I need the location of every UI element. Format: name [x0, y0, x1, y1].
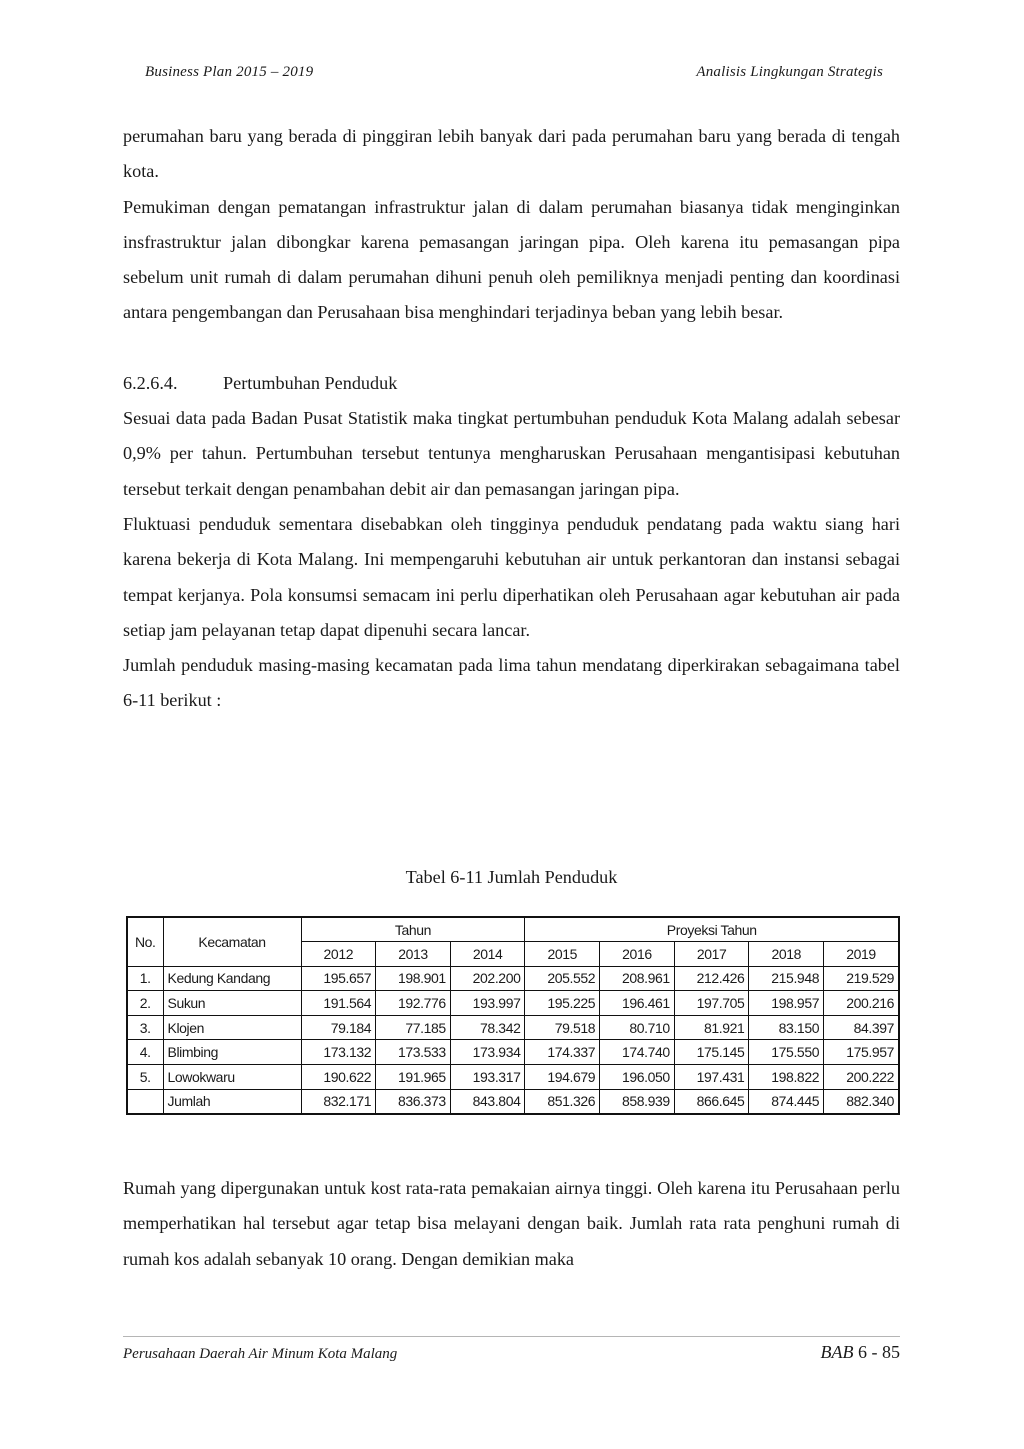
- page-number: [821, 1342, 901, 1363]
- table-body: [127, 966, 899, 1114]
- population-value: 200.222: [824, 1065, 899, 1090]
- population-value: 198.901: [376, 966, 451, 991]
- year-header: 2018: [749, 942, 824, 967]
- paragraph-gap: [123, 331, 900, 366]
- population-value: 191.965: [376, 1065, 451, 1090]
- population-value: 836.373: [376, 1089, 451, 1114]
- row-number: 1.: [127, 966, 163, 991]
- population-value: 202.200: [450, 966, 525, 991]
- population-value: 80.710: [600, 1015, 675, 1040]
- population-value: 84.397: [824, 1015, 899, 1040]
- population-value: 196.461: [600, 991, 675, 1016]
- population-value: 208.961: [600, 966, 675, 991]
- table-row: [127, 991, 899, 1016]
- population-value: 212.426: [674, 966, 749, 991]
- section-number: 6.2.6.4.: [123, 372, 178, 393]
- population-value: 205.552: [525, 966, 600, 991]
- page-number-value: 6 - 85: [858, 1342, 900, 1362]
- population-value: 78.342: [450, 1015, 525, 1040]
- header-kecamatan: Kecamatan: [163, 917, 301, 966]
- population-value: 219.529: [824, 966, 899, 991]
- population-value: 173.934: [450, 1040, 525, 1065]
- population-value: 215.948: [749, 966, 824, 991]
- population-value: 79.518: [525, 1015, 600, 1040]
- body-text-after-table: [123, 1171, 900, 1277]
- paragraph: Sesuai data pada Badan Pusat Statistik maka tingkat pertumbuhan penduduk Kota Malang adalah sebesar 0,9% per tahun. Pertumbuhan tersebut tentunya mengharuskan Perusahaan mengantisipasi kebutuhan tersebut terkait dengan penambahan debit air dan pemasangan jaringan pipa.: [123, 408, 900, 499]
- section-heading: [123, 366, 900, 401]
- population-value: 77.185: [376, 1015, 451, 1040]
- population-value: 174.337: [525, 1040, 600, 1065]
- population-value: 193.317: [450, 1065, 525, 1090]
- paragraph: perumahan baru yang berada di pinggiran lebih banyak dari pada perumahan baru yang berada di tengah kota.: [123, 126, 900, 182]
- paragraph: Pemukiman dengan pematangan infrastruktur jalan di dalam perumahan biasanya tidak menginginkan insfrastruktur jalan dibongkar karena pemasangan jaringan pipa. Oleh karena itu pemasangan pipa sebelum unit rumah di dalam perumahan dihuni penuh oleh pemiliknya menjadi penting dan koordinasi antara pengembangan dan Perusahaan bisa menghindari terjadinya beban yang lebih besar.: [123, 196, 900, 323]
- table-caption: Tabel 6-11 Jumlah Penduduk: [405, 867, 618, 887]
- table-header-row: [127, 917, 899, 942]
- year-header: 2015: [525, 942, 600, 967]
- header-proyeksi-tahun: Proyeksi Tahun: [525, 917, 899, 942]
- population-value: 200.216: [824, 991, 899, 1016]
- population-value: 193.997: [450, 991, 525, 1016]
- header-no: No.: [127, 917, 163, 966]
- paragraph: Jumlah penduduk masing-masing kecamatan pada lima tahun mendatang diperkirakan sebagaimana tabel 6-11 berikut :: [123, 655, 900, 711]
- section-title: Pertumbuhan Penduduk: [223, 372, 398, 393]
- population-value: 81.921: [674, 1015, 749, 1040]
- population-value: 882.340: [824, 1089, 899, 1114]
- year-header: 2016: [600, 942, 675, 967]
- population-value: 866.645: [674, 1089, 749, 1114]
- footer-organization: Perusahaan Daerah Air Minum Kota Malang: [123, 1346, 398, 1362]
- population-value: 191.564: [301, 991, 376, 1016]
- kecamatan-name: Lowokwaru: [163, 1065, 301, 1090]
- body-text: [123, 119, 900, 719]
- population-value: 198.822: [749, 1065, 824, 1090]
- population-value: 851.326: [525, 1089, 600, 1114]
- running-header: [145, 64, 883, 81]
- population-value: 175.145: [674, 1040, 749, 1065]
- population-value: 192.776: [376, 991, 451, 1016]
- year-header: 2013: [376, 942, 451, 967]
- row-number: 3.: [127, 1015, 163, 1040]
- kecamatan-name: Blimbing: [163, 1040, 301, 1065]
- population-value: 197.431: [674, 1065, 749, 1090]
- table-row: [127, 966, 899, 991]
- year-header: 2019: [824, 942, 899, 967]
- population-value: 196.050: [600, 1065, 675, 1090]
- table-row: [127, 1089, 899, 1114]
- year-header: 2014: [450, 942, 525, 967]
- paragraph: Rumah yang dipergunakan untuk kost rata-rata pemakaian airnya tinggi. Oleh karena itu Perusahaan perlu memperhatikan hal tersebut agar tetap bisa melayani dengan baik. Jumlah rata rata penghuni rumah di rumah kos adalah sebanyak 10 orang. Dengan demikian maka: [123, 1178, 900, 1269]
- year-header: 2017: [674, 942, 749, 967]
- population-value: 175.550: [749, 1040, 824, 1065]
- population-value: 194.679: [525, 1065, 600, 1090]
- kecamatan-name: Sukun: [163, 991, 301, 1016]
- population-value: 195.657: [301, 966, 376, 991]
- running-footer: [123, 1342, 900, 1363]
- table-row: [127, 1065, 899, 1090]
- population-table: [126, 916, 900, 1115]
- kecamatan-name: Kedung Kandang: [163, 966, 301, 991]
- footer-rule: [123, 1336, 900, 1337]
- population-value: 174.740: [600, 1040, 675, 1065]
- header-tahun: Tahun: [301, 917, 525, 942]
- population-value: 198.957: [749, 991, 824, 1016]
- population-value: 190.622: [301, 1065, 376, 1090]
- row-number: 4.: [127, 1040, 163, 1065]
- row-number: [127, 1089, 163, 1114]
- row-number: 2.: [127, 991, 163, 1016]
- paragraph: Fluktuasi penduduk sementara disebabkan oleh tingginya penduduk pendatang pada waktu siang hari karena bekerja di Kota Malang. Ini mempengaruhi kebutuhan air untuk perkantoran dan instansi sebagai tempat kerjanya. Pola konsumsi semacam ini perlu diperhatikan oleh Perusahaan agar kebutuhan air pada setiap jam pelayanan tetap dapat dipenuhi secara lancar.: [123, 513, 900, 640]
- table-row: [127, 1040, 899, 1065]
- population-value: 173.533: [376, 1040, 451, 1065]
- row-number: 5.: [127, 1065, 163, 1090]
- header-left-title: Business Plan 2015 – 2019: [145, 64, 314, 80]
- year-header: 2012: [301, 942, 376, 967]
- table-row: [127, 1015, 899, 1040]
- population-value: 832.171: [301, 1089, 376, 1114]
- population-value: 173.132: [301, 1040, 376, 1065]
- population-value: 195.225: [525, 991, 600, 1016]
- kecamatan-name: Klojen: [163, 1015, 301, 1040]
- population-value: 858.939: [600, 1089, 675, 1114]
- population-value: 79.184: [301, 1015, 376, 1040]
- population-value: 874.445: [749, 1089, 824, 1114]
- header-right-title: Analisis Lingkungan Strategis: [696, 64, 883, 80]
- population-value: 83.150: [749, 1015, 824, 1040]
- population-value: 197.705: [674, 991, 749, 1016]
- chapter-label: BAB: [820, 1342, 854, 1362]
- population-value: 843.804: [450, 1089, 525, 1114]
- population-value: 175.957: [824, 1040, 899, 1065]
- kecamatan-name: Jumlah: [163, 1089, 301, 1114]
